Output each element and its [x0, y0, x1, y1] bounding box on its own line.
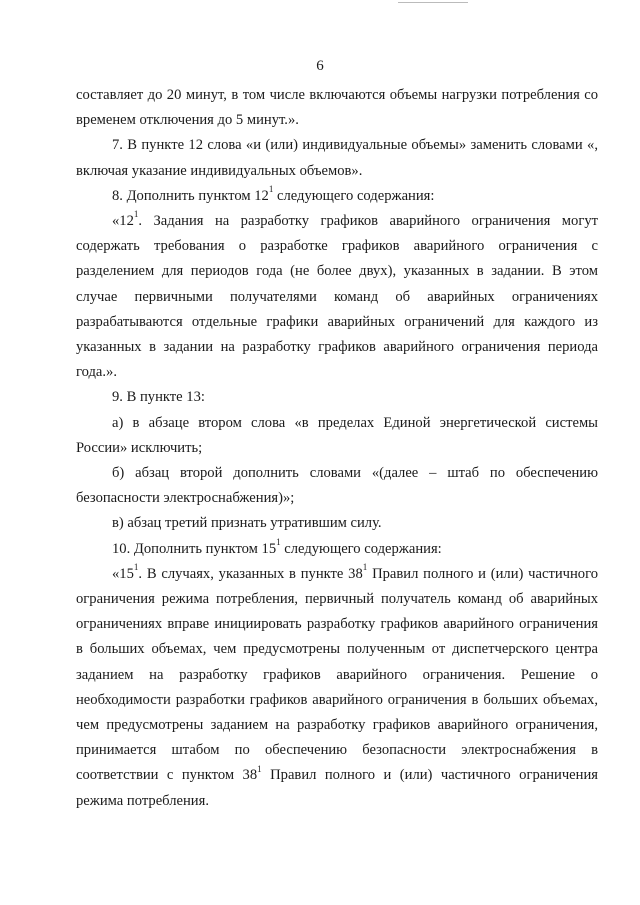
scan-edge-mark	[398, 2, 468, 3]
paragraph-text: а) в абзаце втором слова «в пределах Единой энергетической системы России» исключить;	[76, 414, 598, 456]
paragraph-text: 7. В пункте 12 слова «и (или) индивидуальные объемы» заменить словами «, включая указание индивидуальных объемов».	[76, 137, 598, 179]
paragraph	[76, 411, 598, 461]
paragraph-text: б) абзац второй дополнить словами «(далее – штаб по обеспечению безопасности электроснабжения)»;	[76, 465, 598, 507]
paragraph	[76, 209, 598, 385]
superscript-index: 1	[362, 562, 368, 572]
document-body	[76, 83, 598, 814]
paragraph-text: Правил полного и (или) частичного ограничения режима потребления.	[76, 767, 598, 809]
superscript-index: 1	[133, 209, 139, 220]
superscript-index: 1	[276, 536, 281, 547]
paragraph-text: 9. В пункте 13:	[112, 389, 205, 406]
paragraph-text: «12	[112, 213, 134, 230]
paragraph-text: составляет до 20 минут, в том числе включаются объемы нагрузки потребления со временем отключения до 5 минут.».	[76, 87, 598, 129]
paragraph	[76, 385, 598, 410]
paragraph	[76, 184, 598, 209]
paragraph-text: следующего содержания:	[280, 540, 442, 557]
paragraph	[76, 83, 598, 133]
paragraph-text: . Задания на разработку графиков аварийного ограничения могут содержать требования о разработке графиков аварийного ограничения с разделением для периодов года (не более двух), указанных в задании. В этом случае первичными получателями команд об аварийных ограничениях разрабатываются отдельные графики аварийных ограничений для каждого из указанных в задании на разработку графиков аварийного ограничения периода года.».	[76, 213, 598, 381]
paragraph	[76, 537, 598, 562]
paragraph	[76, 133, 598, 183]
paragraph-text: 10. Дополнить пунктом 15	[112, 540, 277, 557]
paragraph	[76, 562, 598, 814]
paragraph-text: 8. Дополнить пунктом 12	[112, 187, 269, 204]
paragraph-text: «15	[112, 565, 134, 582]
paragraph-text: в) абзац третий признать утратившим силу.	[112, 515, 382, 532]
page-number: 6	[316, 58, 324, 74]
paragraph-text: следующего содержания:	[273, 187, 435, 204]
paragraph-text: . В случаях, указанных в пункте 38	[138, 565, 363, 582]
superscript-index: 1	[268, 183, 274, 194]
paragraph-text: Правил полного и (или) частичного ограничения режима потребления, первичный получатель команд об аварийных ограничениях вправе инициировать разработку графиков аварийного ограничения в больших объемах, чем предусмотрены полученным от диспетчерского центра заданием на разработку графиков аварийного ограничения. Решение о необходимости разработки графиков аварийного ограничения в больших объемах, чем предусмотрены заданием на разработку графиков аварийного ограничения, принимается штабом по обеспечению безопасности электроснабжения в соответствии с пунктом 38	[76, 565, 598, 784]
paragraph	[76, 511, 598, 536]
superscript-index: 1	[133, 562, 139, 572]
superscript-index: 1	[257, 763, 262, 774]
paragraph	[76, 461, 598, 511]
